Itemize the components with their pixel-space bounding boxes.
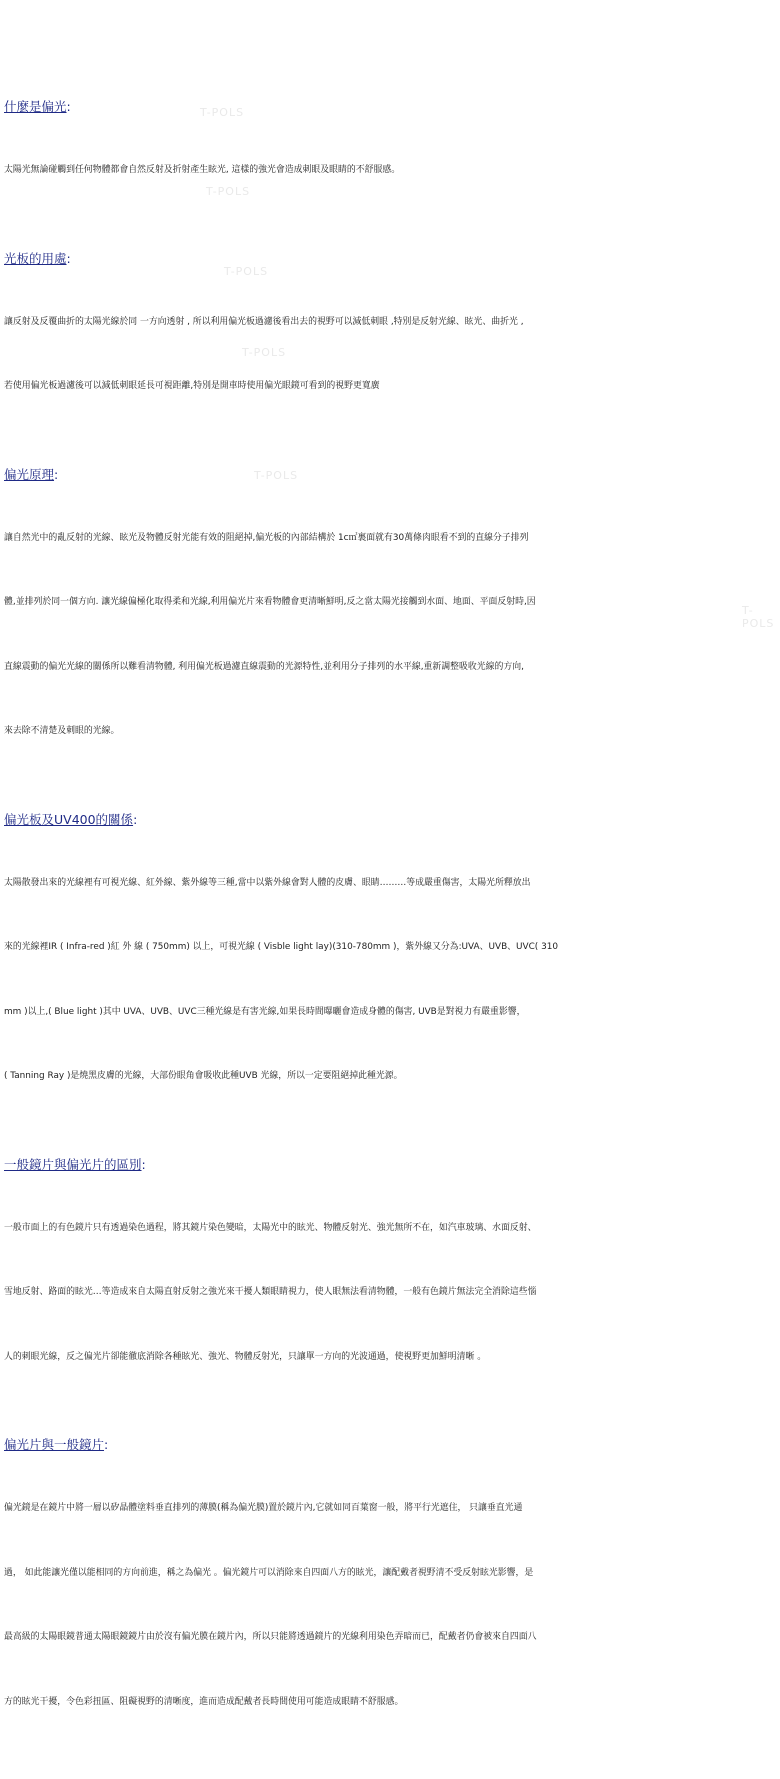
section-title-text: 光板的用處 [4, 250, 67, 266]
paragraph-line: 方的眩光干擾，令色彩扭區、阻礙視野的清晰度，進而造成配戴者長時間使用可能造成眼睛不舒服感。 [4, 1696, 404, 1707]
section-title-text: 偏光原理 [4, 466, 55, 482]
section-title-colon: : [54, 466, 59, 482]
section-uv400-relation [4, 809, 776, 1131]
paragraph-line: 雪地反射、路面的眩光…等造成來自太陽直射反射之強光來干擾人類眼睛視力，使人眼無法看清物體，一般有色鏡片無法完全消除這些惱 [4, 1287, 537, 1297]
section-paragraph [4, 830, 776, 1131]
paragraph-line: 體,並排列於同一個方向. 讓光線偏極化取得柔和光線,利用偏光片來看物體會更清晰鮮明,反之當太陽光接觸到水面、地面、平面反射時,因 [4, 597, 536, 607]
section-title [4, 96, 776, 117]
paragraph-line: 來去除不清楚及刺眼的光線。 [4, 726, 120, 736]
paragraph-line: 讓反射及反覆曲折的太陽光線於同 一方向透射 , 所以利用偏光板過濾後看出去的視野可以減低刺眼 ,特別是反射光線、眩光、曲折光 , [4, 316, 524, 327]
section-title-colon: : [66, 250, 71, 266]
paragraph-line: 若使用偏光板過濾後可以減低刺眼延長可視距離,特別是開車時使用偏光眼鏡可看到的視野更寬廣 [4, 381, 380, 391]
paragraph-line: ( Tanning Ray )是燒黑皮膚的光線，大部份眼角會吸收此種UVB 光線，所以一定要阻絕掉此種光源。 [4, 1071, 403, 1081]
section-polarization-principle [4, 464, 776, 786]
section-lens-difference [4, 1154, 776, 1412]
section-title-text: 一般鏡片與偏光片的區別 [4, 1156, 142, 1172]
section-title-text: 偏光板及UV400的關係 [4, 811, 134, 827]
watermark-text: T-POLS [242, 346, 287, 359]
section-title-colon: : [133, 811, 138, 827]
watermark-text: T-POLS [200, 106, 245, 119]
watermark-text: T-POLS [742, 604, 775, 630]
section-title-text: 偏光片與一般鏡片 [4, 1437, 105, 1452]
section-title [4, 248, 776, 269]
section-title-colon: : [66, 99, 71, 114]
paragraph-line: 最高級的太陽眼鏡普通太陽眼鏡鏡片由於沒有偏光膜在鏡片內，所以只能將透過鏡片的光線利用染色弄暗而已，配戴者仍會被來自四面八 [4, 1632, 537, 1642]
section-paragraph [4, 117, 776, 225]
watermark-text: T-POLS [224, 265, 269, 278]
watermark-text: T-POLS [254, 469, 299, 482]
article-body [4, 96, 776, 1779]
section-title [4, 1154, 776, 1175]
paragraph-line: 偏光鏡是在鏡片中將一層以矽晶體塗料垂直排列的薄膜(稱為偏光膜)置於鏡片內,它就如同百葉窗一般，將平行光遮住， 只讓垂直光通 [4, 1503, 523, 1513]
section-title [4, 464, 776, 485]
section-title-colon: : [104, 1437, 109, 1452]
paragraph-line: 太陽光無論碰觸到任何物體都會自然反射及折射產生眩光, 這樣的強光會造成刺眼及眼睛的不舒服感。 [4, 165, 401, 175]
paragraph-line: 直線震動的偏光光線的關係所以難看清物體, 利用偏光板過濾直線震動的光源特性,並利用分子排列的水平線,重新調整吸收光線的方向, [4, 661, 524, 672]
section-paragraph [4, 485, 776, 786]
paragraph-line: 太陽散發出來的光線裡有可視光線、紅外線、紫外線等三種,當中以紫外線會對人體的皮膚、眼睛………等成嚴重傷害，太陽光所釋放出 [4, 877, 531, 888]
section-paragraph [4, 269, 776, 441]
paragraph-line: 過， 如此能讓光僅以能相同的方向前進，稱之為偏光 。偏光鏡片可以消除來自四面八方的眩光，讓配戴者視野清不受反射眩光影響，是 [4, 1567, 534, 1578]
section-paragraph [4, 1175, 776, 1412]
paragraph-line: 人的刺眼光線，反之偏光片卻能徹底消除各種眩光、強光、物體反射光，只讓單一方向的光波通過，使視野更加鮮明清晰 。 [4, 1351, 487, 1362]
section-what-is-polarized [4, 96, 776, 225]
section-polarized-vs-regular [4, 1434, 776, 1756]
paragraph-line: 來的光線裡IR ( Infra-red )紅 外 線 ( 750mm) 以上，可視光線 ( Visble light lay)(310-780mm )，紫外線又分為:UVA、UVB、UVC( 310 [4, 942, 559, 952]
paragraph-line: mm )以上,( Blue light )其中 UVA、UVB、UVC三種光線是有害光線,如果長時間曝曬會造成身體的傷害, UVB是對視力有嚴重影響， [4, 1006, 526, 1017]
section-title [4, 1434, 776, 1455]
paragraph-line: 一般市面上的有色鏡片只有透過染色過程，將其鏡片染色變暗，太陽光中的眩光、物體反射光、強光無所不在，如汽車玻璃、水面反射、 [4, 1222, 537, 1233]
section-title [4, 809, 776, 830]
paragraph-line: 讓自然光中的亂反射的光線、眩光及物體反射光能有效的阻絕掉,偏光板的內部結構於 1c㎡裏面就有30萬條肉眼看不到的直線分子排列 [4, 532, 529, 543]
section-paragraph [4, 1455, 776, 1756]
section-polarizer-usage [4, 248, 776, 441]
watermark-text: T-POLS [206, 185, 251, 198]
section-title-text: 什麼是偏光 [4, 99, 67, 114]
section-title-colon: : [141, 1156, 146, 1172]
